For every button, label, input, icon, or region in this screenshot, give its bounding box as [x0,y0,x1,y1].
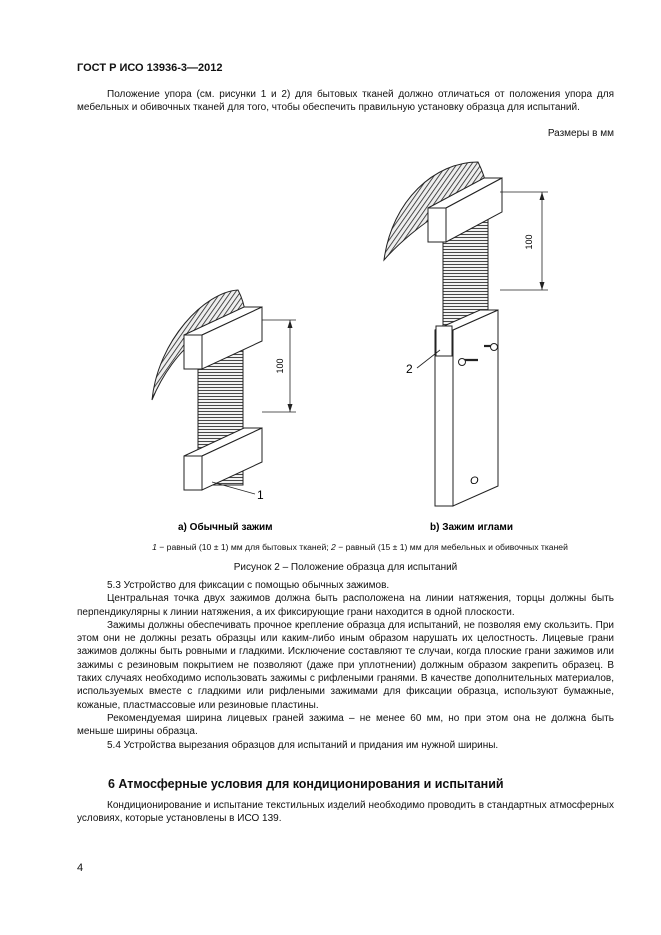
dimension-b-label: 100 [524,234,534,250]
figure-b-needle-clamp [384,162,548,506]
legend-2-text: − равный (15 ± 1) мм для мебельных и обивочных тканей [335,542,568,552]
paragraph-clamp-position: Центральная точка двух зажимов должна быть расположена на линии натяжения, торцы должны быть перпендикулярны к линии натяжения, а их фиксирующие грани находится в одной плоскости. [77,593,614,618]
figure-legend [60,542,660,552]
section-6-paragraph: Кондиционирование и испытание текстильных изделий необходимо проводить в стандартных атмосферных условиях, которые установлены в ИСО 139. [77,800,614,825]
legend-1-number: 1 [152,542,157,552]
legend-2-number: 2 [331,542,336,552]
dimension-a-label: 100 [275,358,285,374]
caption-a: а) Обычный зажим [178,522,273,533]
figure-title: Рисунок 2 – Положение образца для испытаний [233,562,458,573]
lower-clamp-face [184,456,202,490]
paragraph-5-4: 5.4 Устройства вырезания образцов для испытаний и придания им нужной ширины. [107,739,499,751]
standard-designation: ГОСТ Р ИСО 13936-3—2012 [77,62,223,74]
label-2: 2 [406,362,413,376]
upper-clamp-face [184,335,202,369]
body-text [77,579,614,752]
label-1: 1 [257,488,264,502]
intro-paragraph: Положение упора (см. рисунки 1 и 2) для бытовых тканей должно отличаться от положения упора для мебельных и обивочных тканей для того, чтобы обеспечить правильную установку образца для испытаний. [77,89,614,114]
figure-a-ordinary-clamp [152,290,296,502]
clamp-mark: O [470,475,479,487]
upper-clamp-face [428,208,446,242]
paragraph-5-3: 5.3 Устройство для фиксации с помощью обычных зажимов. [107,580,390,591]
caption-b: b) Зажим иглами [430,522,513,533]
section-6-heading: 6 Атмосферные условия для кондиционирования и испытаний [108,777,504,791]
paragraph-clamp-width: Рекомендуемая ширина лицевых граней зажима – не менее 60 мм, но при этом она не должна быть меньше ширины образца. [77,712,614,738]
units-note: Размеры в мм [547,128,614,139]
page-number: 4 [77,862,84,874]
paragraph-clamp-requirements: Зажимы должны обеспечивать прочное крепление образца для испытаний, не позволяя ему скользить. При этом они не должны резать образцы или каким-либо иным образом нарушать их целостность. Лицевые грани зажимов должны быть ровными и гладкими. Исключение составляют те случаи, когда плоские грани зажимов или зажимы с резиновым покрытием не позволяют (даже при уплотнении) должным образом закрепить образец. В таких случаях необходимо использовать зажимы с рифлеными гранями. В качестве дополнительных материалов, используемых вместе с гладкими или рифлеными зажимами для фиксации образца, используют бумажные, кожаные, пластмассовые или резиновые пластины. [77,619,614,711]
legend-1-text: − равный (10 ± 1) мм для бытовых тканей; [156,542,332,552]
